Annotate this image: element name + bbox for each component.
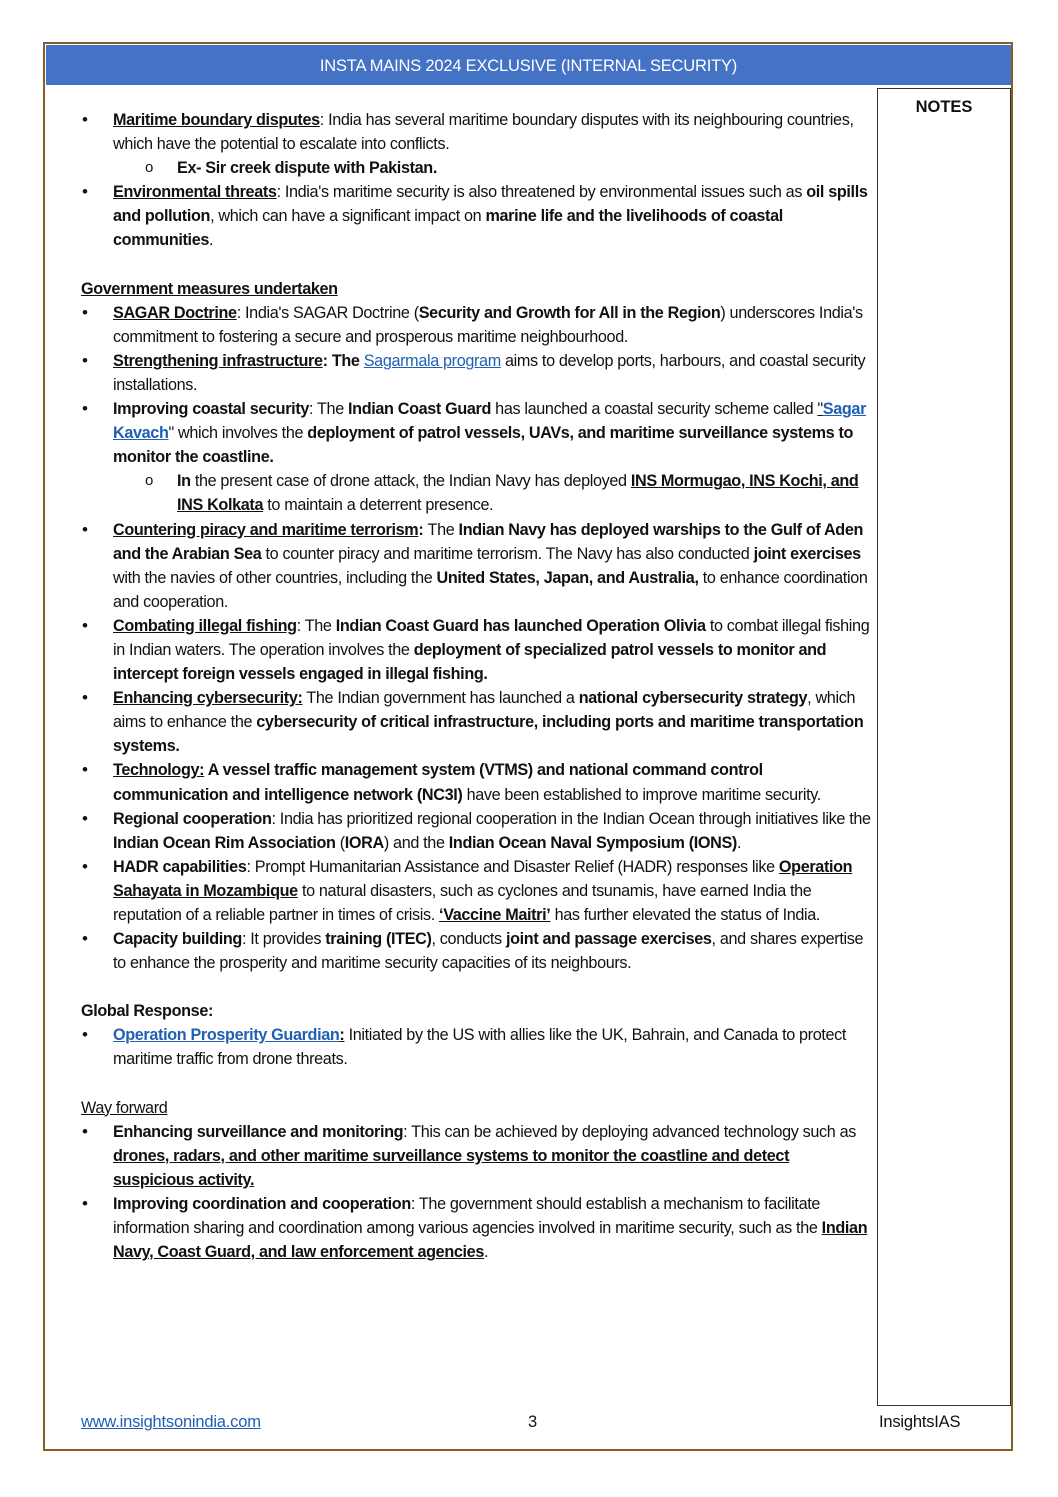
body-text: . xyxy=(736,833,742,852)
header-title: INSTA MAINS 2024 EXCLUSIVE (INTERNAL SECURITY) xyxy=(319,57,738,75)
body-text: : India's maritime security is also threatened by environmental issues such as xyxy=(276,183,807,202)
body-text: ) underscores India's commitment to fostering a secure and prosperous maritime neighbourhood. xyxy=(113,303,863,346)
body-text: : The government should establish a mechanism to facilitate information sharing and coordination among various agencies involved in maritime security, such as the xyxy=(113,1194,822,1238)
body-text: : The xyxy=(296,616,336,635)
footer-website-link[interactable]: www.insightsonindia.com xyxy=(81,1413,261,1431)
emphasis-text: HADR capabilities xyxy=(113,857,247,876)
emphasis-text: deployment of specialized patrol vessels to monitor and intercept foreign vessels engaged in illegal fishing. xyxy=(113,640,827,684)
notes-title: NOTES xyxy=(915,98,973,116)
body-text: , conducts xyxy=(431,930,506,949)
bullet-item xyxy=(81,1120,871,1192)
body-text: ) and the xyxy=(383,833,449,852)
spacer xyxy=(81,1072,871,1096)
bullet-item xyxy=(81,758,871,806)
body-text: : It provides xyxy=(241,930,326,949)
footer-page-number: 3 xyxy=(528,1413,537,1431)
emphasis-text: INS Mormugao, INS Kochi, and INS Kolkata xyxy=(177,472,859,515)
body-text: The xyxy=(427,520,459,539)
emphasis-text: Ex- Sir creek dispute with Pakistan. xyxy=(177,159,437,178)
bullet-item xyxy=(81,301,871,349)
emphasis-text: : The xyxy=(322,351,364,370)
body-text: The Indian government has launched a xyxy=(302,689,579,708)
body-text: to maintain a deterrent presence. xyxy=(263,496,494,515)
body-text: : The xyxy=(309,400,349,419)
bullet-item xyxy=(81,397,871,469)
emphasis-text: Strengthening infrastructure xyxy=(113,351,323,370)
emphasis-text: " xyxy=(817,400,823,419)
emphasis-text: In xyxy=(177,472,191,491)
body-text: ( xyxy=(335,833,345,852)
bullet-item xyxy=(81,518,871,614)
sub-bullet-item xyxy=(81,156,871,180)
emphasis-text: joint and passage exercises xyxy=(505,930,712,949)
emphasis-text: joint exercises xyxy=(753,544,861,563)
section-heading xyxy=(81,1096,871,1120)
body-text: has further elevated the status of India. xyxy=(550,906,821,924)
bullet-item xyxy=(81,180,871,252)
body-text: has launched a coastal security scheme called xyxy=(491,400,818,419)
emphasis-text: oil spills and pollution xyxy=(113,183,868,226)
emphasis-text: : xyxy=(418,520,428,539)
emphasis-text: Enhancing cybersecurity: xyxy=(113,689,303,708)
body-text: : Prompt Humanitarian Assistance and Disaster Relief (HADR) responses like xyxy=(246,857,779,876)
inline-link[interactable]: Sagarmala program xyxy=(363,351,501,370)
emphasis-text: deployment of patrol vessels, UAVs, and maritime surveillance systems to monitor the coastline. xyxy=(113,424,854,467)
body-text: , which aims to enhance the xyxy=(113,689,856,732)
body-text: . xyxy=(209,231,214,250)
emphasis-text: Indian Ocean Naval Symposium (IONS) xyxy=(448,833,737,852)
body-text: Initiated by the US with allies like the UK, Bahrain, and Canada to protect maritime traffic from drone threats. xyxy=(113,1026,847,1069)
body-text: , and shares expertise to enhance the prosperity and maritime security capacities of its neighbours. xyxy=(113,930,864,973)
emphasis-text: Combating illegal fishing xyxy=(113,616,297,635)
emphasis-text: United States, Japan, and Australia, xyxy=(436,568,699,587)
bullet-item xyxy=(81,855,871,927)
emphasis-text: Indian Ocean Rim Association xyxy=(113,833,336,852)
bullet-item xyxy=(81,686,871,758)
body-text: to combat illegal fishing in Indian waters. The operation involves the xyxy=(113,616,870,659)
notes-column xyxy=(877,88,1011,1406)
body-text: to enhance coordination and cooperation. xyxy=(113,568,868,611)
body-text: aims to develop ports, harbours, and coastal security installations. xyxy=(113,351,866,394)
emphasis-text: SAGAR Doctrine xyxy=(113,303,237,322)
body-text: : India's SAGAR Doctrine ( xyxy=(236,303,419,322)
emphasis-text: marine life and the livelihoods of coastal communities xyxy=(113,207,783,250)
document-body xyxy=(81,108,871,1264)
emphasis-text: cybersecurity of critical infrastructure, including ports and maritime transportation systems. xyxy=(113,713,864,756)
spacer xyxy=(81,975,871,999)
body-text: to natural disasters, such as cyclones and tsunamis, have earned India the reputation of a reliable partner in times of crisis. xyxy=(113,881,812,924)
emphasis-text: Operation Sahayata in Mozambique xyxy=(113,857,853,900)
sub-bullet-item xyxy=(81,469,871,517)
emphasis-text: Maritime boundary disputes xyxy=(113,111,320,129)
emphasis-text: Indian Navy has deployed warships to the Gulf of Aden and the Arabian Sea xyxy=(113,520,864,563)
emphasis-text: Indian Coast Guard has launched Operation Olivia xyxy=(335,616,706,635)
body-text: Global Response: xyxy=(81,1002,214,1021)
emphasis-text: Improving coordination and cooperation xyxy=(113,1194,411,1213)
bullet-item xyxy=(81,807,871,855)
section-heading xyxy=(81,277,871,301)
bullet-item xyxy=(81,614,871,686)
body-text: . xyxy=(483,1243,489,1262)
inline-link[interactable]: Operation Prosperity Guardian xyxy=(113,1026,340,1045)
body-text: have been established to improve maritime security. xyxy=(462,785,821,804)
spacer xyxy=(81,253,871,277)
body-text: Way forward xyxy=(81,1098,168,1117)
bullet-item xyxy=(81,108,871,156)
body-text: which involves the xyxy=(173,424,308,443)
emphasis-text: national cybersecurity strategy xyxy=(578,689,808,708)
emphasis-text: training (ITEC) xyxy=(325,930,432,949)
emphasis-text: Improving coastal security xyxy=(113,400,310,419)
emphasis-text: : xyxy=(339,1026,345,1045)
body-text: to counter piracy and maritime terrorism. The Navy has also conducted xyxy=(261,544,754,563)
emphasis-text: Environmental threats xyxy=(113,183,277,202)
emphasis-text: ‘Vaccine Maitri’ xyxy=(439,906,551,924)
body-text: " xyxy=(168,424,174,443)
body-text: the present case of drone attack, the Indian Navy has deployed xyxy=(190,472,631,491)
emphasis-text: Indian Navy, Coast Guard, and law enforcement agencies xyxy=(113,1219,868,1262)
emphasis-text: A vessel traffic management system (VTMS) and national command control communication and intelligence network (NC3I) xyxy=(113,761,763,804)
emphasis-text: IORA xyxy=(344,833,384,852)
emphasis-text: Indian Coast Guard xyxy=(348,400,492,419)
body-text: , which can have a significant impact on xyxy=(210,207,486,226)
body-text: : India has several maritime boundary disputes with its neighbouring countries, which have the potential to escalate into conflicts. xyxy=(113,111,854,154)
emphasis-text: Technology: xyxy=(113,761,205,780)
emphasis-text: Security and Growth for All in the Region xyxy=(418,303,721,322)
page-header xyxy=(46,45,1011,85)
bullet-item xyxy=(81,1023,871,1071)
emphasis-text: Regional cooperation xyxy=(113,809,272,828)
bullet-item xyxy=(81,1192,871,1264)
footer-brand: InsightsIAS xyxy=(879,1413,961,1431)
inline-link[interactable]: Sagar Kavach xyxy=(113,400,867,443)
body-text: : India has prioritized regional cooperation in the Indian Ocean through initiatives like the xyxy=(271,809,871,828)
emphasis-text: Enhancing surveillance and monitoring xyxy=(113,1122,404,1141)
body-text: : This can be achieved by deploying advanced technology such as xyxy=(403,1122,856,1141)
bullet-item xyxy=(81,349,871,397)
emphasis-text: Countering piracy and maritime terrorism xyxy=(113,520,419,539)
section-heading xyxy=(81,999,871,1023)
body-text: Government measures undertaken xyxy=(81,279,338,298)
emphasis-text: drones, radars, and other maritime surveillance systems to monitor the coastline and detect suspicious activity. xyxy=(113,1146,790,1189)
bullet-item xyxy=(81,927,871,975)
emphasis-text: Capacity building xyxy=(113,930,242,949)
body-text: with the navies of other countries, including the xyxy=(113,568,437,587)
